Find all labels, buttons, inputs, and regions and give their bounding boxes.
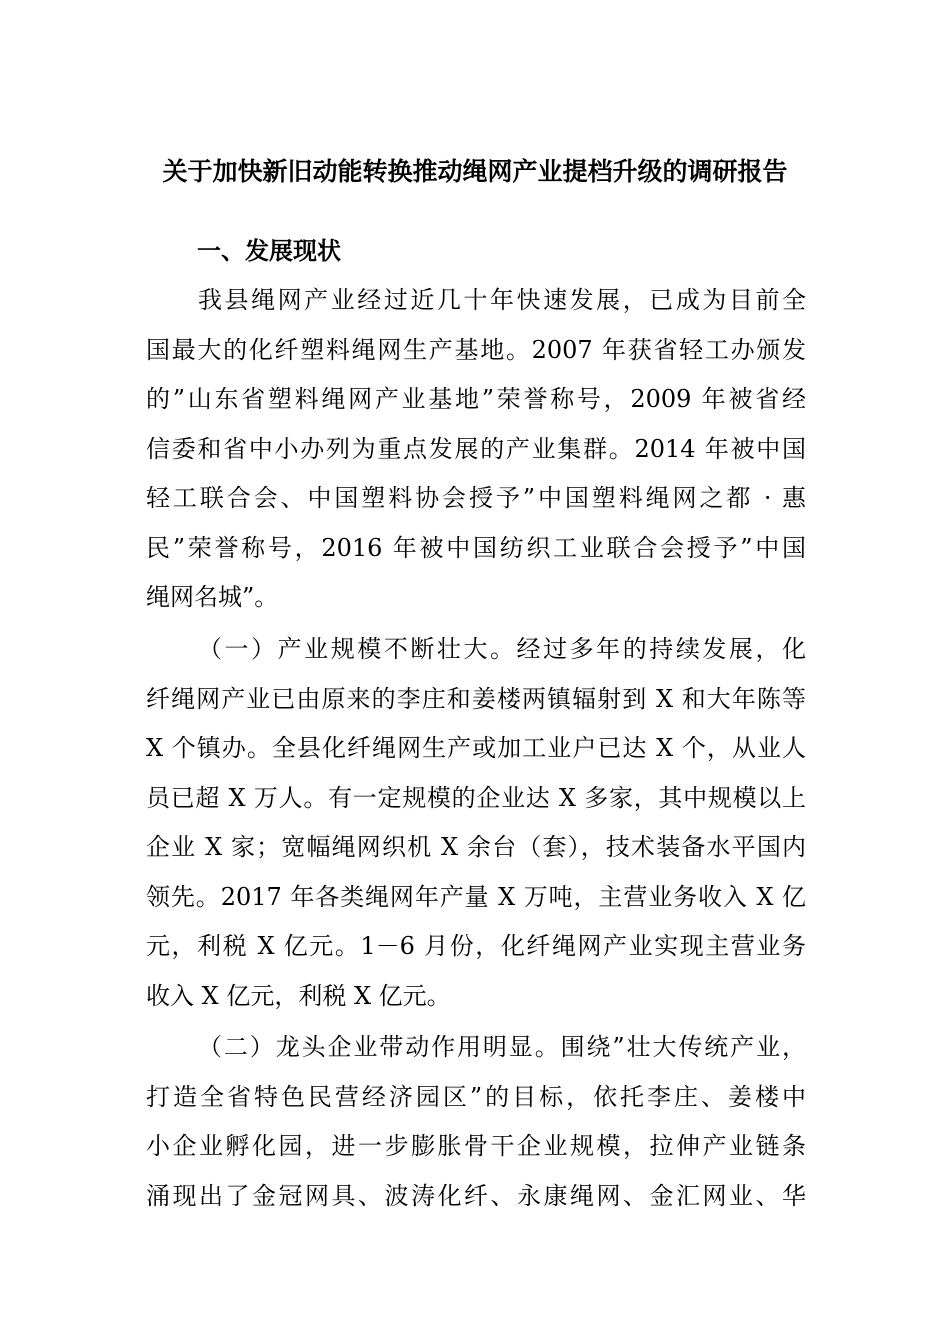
paragraph-line: 信委和省中小办列为重点发展的产业集群。2014 年被中国 [146,434,806,463]
paragraph-line: 企业 X 家；宽幅绳网织机 X 余台（套），技术装备水平国内 [146,833,806,861]
paragraph-line: 我县绳网产业经过近几十年快速发展，已成为目前全 [198,286,806,314]
paragraph-line: 民”荣誉称号，2016 年被中国纺织工业联合会授予”中国 [146,533,806,562]
section-heading: 一、发展现状 [197,237,341,265]
paragraph-line: 收入 X 亿元，利税 X 亿元。 [146,981,451,1010]
document-title: 关于加快新旧动能转换推动绳网产业提档升级的调研报告 [162,157,788,186]
paragraph-line: （一）产业规模不断壮大。经过多年的持续发展，化 [198,635,806,663]
paragraph-line: 元，利税 X 亿元。1－6 月份，化纤绳网产业实现主营业务 [146,932,806,960]
paragraph-line: 领先。2017 年各类绳网年产量 X 万吨，主营业务收入 X 亿 [146,882,806,911]
paragraph-development-status [146,276,806,623]
paragraph-industry-scale [146,625,806,1021]
paragraph-line: 国最大的化纤塑料绳网生产基地。2007 年获省轻工办颁发 [146,335,806,364]
paragraph-line: （二）龙头企业带动作用明显。围绕”壮大传统产业， [198,1033,806,1061]
paragraph-line: 员已超 X 万人。有一定规模的企业达 X 多家，其中规模以上 [146,783,806,812]
paragraph-line: 绳网名城”。 [146,583,279,611]
paragraph-leading-enterprises [146,1023,806,1221]
paragraph-line: 的”山东省塑料绳网产业基地”荣誉称号，2009 年被省经 [146,385,806,413]
paragraph-line: 纤绳网产业已由原来的李庄和姜楼两镇辐射到 X 和大年陈等 [146,684,806,713]
paragraph-line: 打造全省特色民营经济园区”的目标，依托李庄、姜楼中 [146,1082,806,1111]
paragraph-line: 涌现出了金冠网具、波涛化纤、永康绳网、金汇网业、华 [146,1181,806,1210]
paragraph-line: 小企业孵化园，进一步膨胀骨干企业规模，拉伸产业链条 [146,1132,806,1160]
paragraph-line: X 个镇办。全县化纤绳网生产或加工业户已达 X 个，从业人 [146,734,806,762]
paragraph-line: 轻工联合会、中国塑料协会授予”中国塑料绳网之都 · 惠 [146,484,806,512]
